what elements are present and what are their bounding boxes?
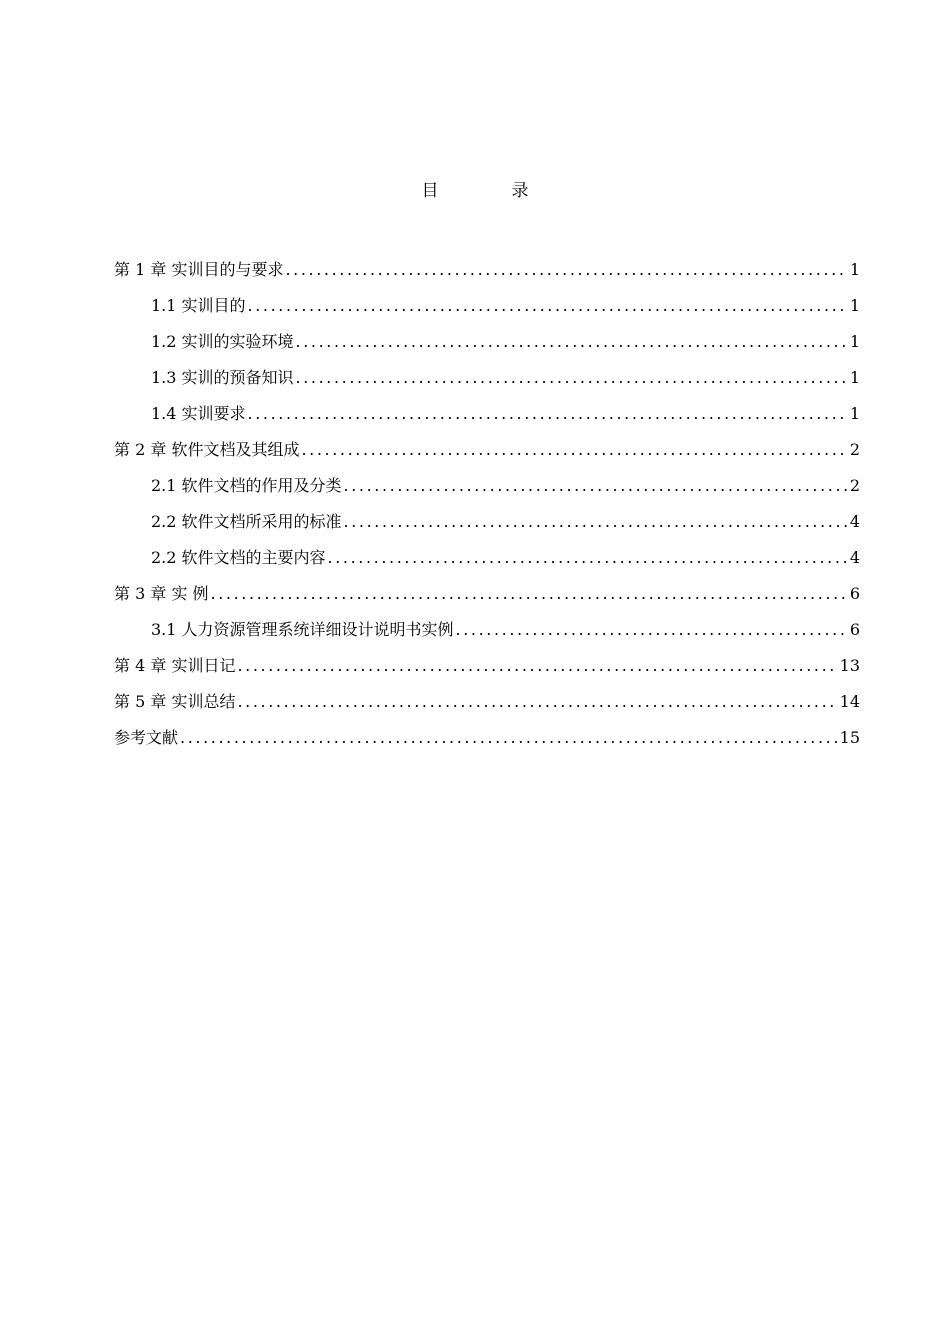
toc-entry-text: 1.3 实训的预备知识 xyxy=(151,368,294,387)
toc-dot-leader xyxy=(285,258,847,282)
toc-entry-text: 3.1 人力资源管理系统详细设计说明书实例 xyxy=(151,620,454,639)
toc-entry[interactable] xyxy=(114,438,860,474)
toc-dot-leader xyxy=(180,726,838,750)
toc-entry[interactable] xyxy=(114,510,860,546)
toc-entry-page: 1 xyxy=(849,332,860,351)
toc-entry[interactable] xyxy=(114,366,860,402)
toc-dot-leader xyxy=(237,654,837,678)
toc-entry-page: 15 xyxy=(839,728,860,747)
toc-entry-page: 4 xyxy=(849,548,860,567)
toc-entry[interactable] xyxy=(114,690,860,726)
toc-entry-text: 第 1 章 实训目的与要求 xyxy=(114,260,284,279)
toc-dot-leader xyxy=(296,366,848,390)
toc-entry[interactable] xyxy=(114,402,860,438)
toc-entry[interactable] xyxy=(114,726,860,762)
toc-entry-page: 1 xyxy=(849,296,860,315)
toc-entry[interactable] xyxy=(114,474,860,510)
toc-entry-page: 2 xyxy=(849,440,860,459)
toc-dot-leader xyxy=(344,474,848,498)
toc-entry-page: 1 xyxy=(849,404,860,423)
toc-entry-text: 2.2 软件文档所采用的标准 xyxy=(151,512,342,531)
toc-entry-page: 14 xyxy=(839,692,860,711)
toc-dot-leader xyxy=(301,438,847,462)
toc-entry[interactable] xyxy=(114,618,860,654)
toc-entry-page: 4 xyxy=(849,512,860,531)
toc-entry-page: 13 xyxy=(839,656,860,675)
toc-dot-leader xyxy=(237,690,837,714)
toc-entry-text: 第 2 章 软件文档及其组成 xyxy=(114,440,300,459)
toc-entry[interactable] xyxy=(114,330,860,366)
toc-dot-leader xyxy=(248,294,848,318)
toc-entry-text: 1.4 实训要求 xyxy=(151,404,246,423)
toc-list xyxy=(114,258,860,762)
toc-entry-page: 2 xyxy=(849,476,860,495)
toc-entry-text: 1.1 实训目的 xyxy=(151,296,246,315)
toc-entry-page: 6 xyxy=(849,620,860,639)
toc-entry[interactable] xyxy=(114,258,860,294)
toc-entry-text: 第 4 章 实训日记 xyxy=(114,656,236,675)
toc-entry[interactable] xyxy=(114,654,860,690)
toc-entry-page: 6 xyxy=(849,584,860,603)
toc-dot-leader xyxy=(211,582,848,606)
toc-dot-leader xyxy=(296,330,848,354)
toc-entry[interactable] xyxy=(114,294,860,330)
toc-dot-leader xyxy=(456,618,848,642)
toc-entry-page: 1 xyxy=(849,260,860,279)
toc-title: 目 录 xyxy=(421,181,557,201)
toc-entry[interactable] xyxy=(114,546,860,582)
toc-entry-text: 第 5 章 实训总结 xyxy=(114,692,236,711)
toc-entry-text: 2.1 软件文档的作用及分类 xyxy=(151,476,342,495)
toc-entry-text: 2.2 软件文档的主要内容 xyxy=(151,548,326,567)
toc-entry-text: 第 3 章 实 例 xyxy=(114,584,209,603)
toc-dot-leader xyxy=(248,402,848,426)
toc-dot-leader xyxy=(344,510,848,534)
toc-entry-text: 1.2 实训的实验环境 xyxy=(151,332,294,351)
toc-entry[interactable] xyxy=(114,582,860,618)
toc-entry-page: 1 xyxy=(849,368,860,387)
toc-entry-text: 参考文献 xyxy=(114,728,179,747)
toc-dot-leader xyxy=(328,546,848,570)
